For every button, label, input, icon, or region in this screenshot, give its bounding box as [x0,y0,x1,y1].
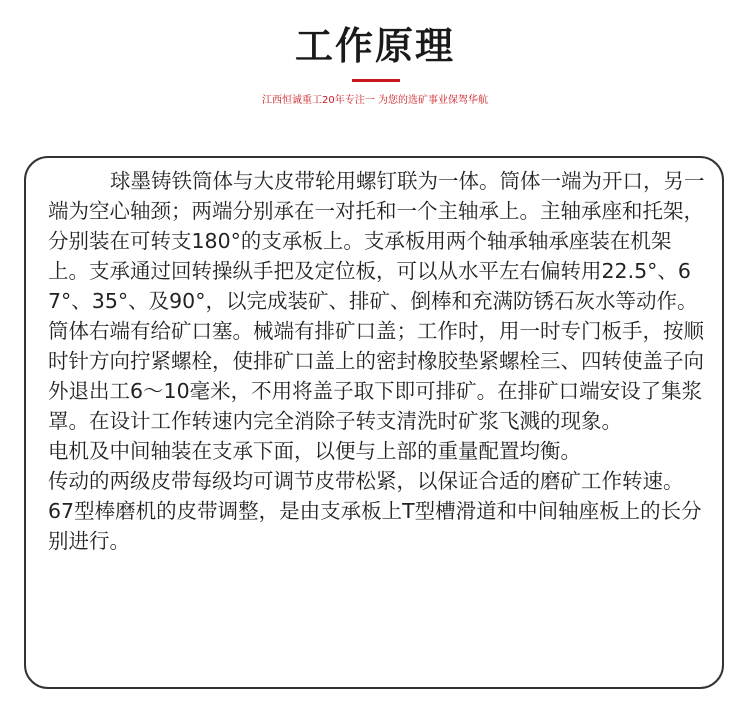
paragraph-motor: 电机及中间轴装在支承下面，以便与上部的重量配置均衡。 [48,439,581,463]
paragraph-structure: 球墨铸铁筒体与大皮带轮用螺钉联为一体。筒体一端为开口，另一端为空心轴颈；两端分别承在一对托和一个主轴承上。主轴承座和托架，分别装在可转支180°的支承板上。支承板用两个轴承轴承座装在机架上。支承通过回转操纵手把及定位板，可以从水平左右偏转用22.5°、67°、35°、及90°，以完成装矿、排矿、倒棒和充满防锈石灰水等动作。 [48,169,705,313]
content-box [24,156,724,689]
page-title: 工作原理 [294,24,455,68]
paragraph-transmission: 传动的两级皮带每级均可调节皮带松紧，以保证合适的磨矿工作转速。 [48,469,684,493]
page-subtitle: 江西恒诚重工20年专注一 为您的选矿事业保驾华航 [262,95,488,106]
paragraph-discharge: 筒体右端有给矿口塞。械端有排矿口盖；工作时，用一时专门板手，按顺时针方向拧紧螺栓，使排矿口盖上的密封橡胶垫紧螺栓三、四转使盖子向外退出工6～10毫米，不用将盖子取下即可排矿。在排矿口端安设了集浆罩。在设计工作转速内完全消除子转支清洗时矿浆飞溅的现象。 [48,319,704,433]
title-underline [352,79,400,82]
paragraph-belt-adjustment: 67型棒磨机的皮带调整，是由支承板上T型槽滑道和中间轴座板上的长分别进行。 [48,499,702,553]
